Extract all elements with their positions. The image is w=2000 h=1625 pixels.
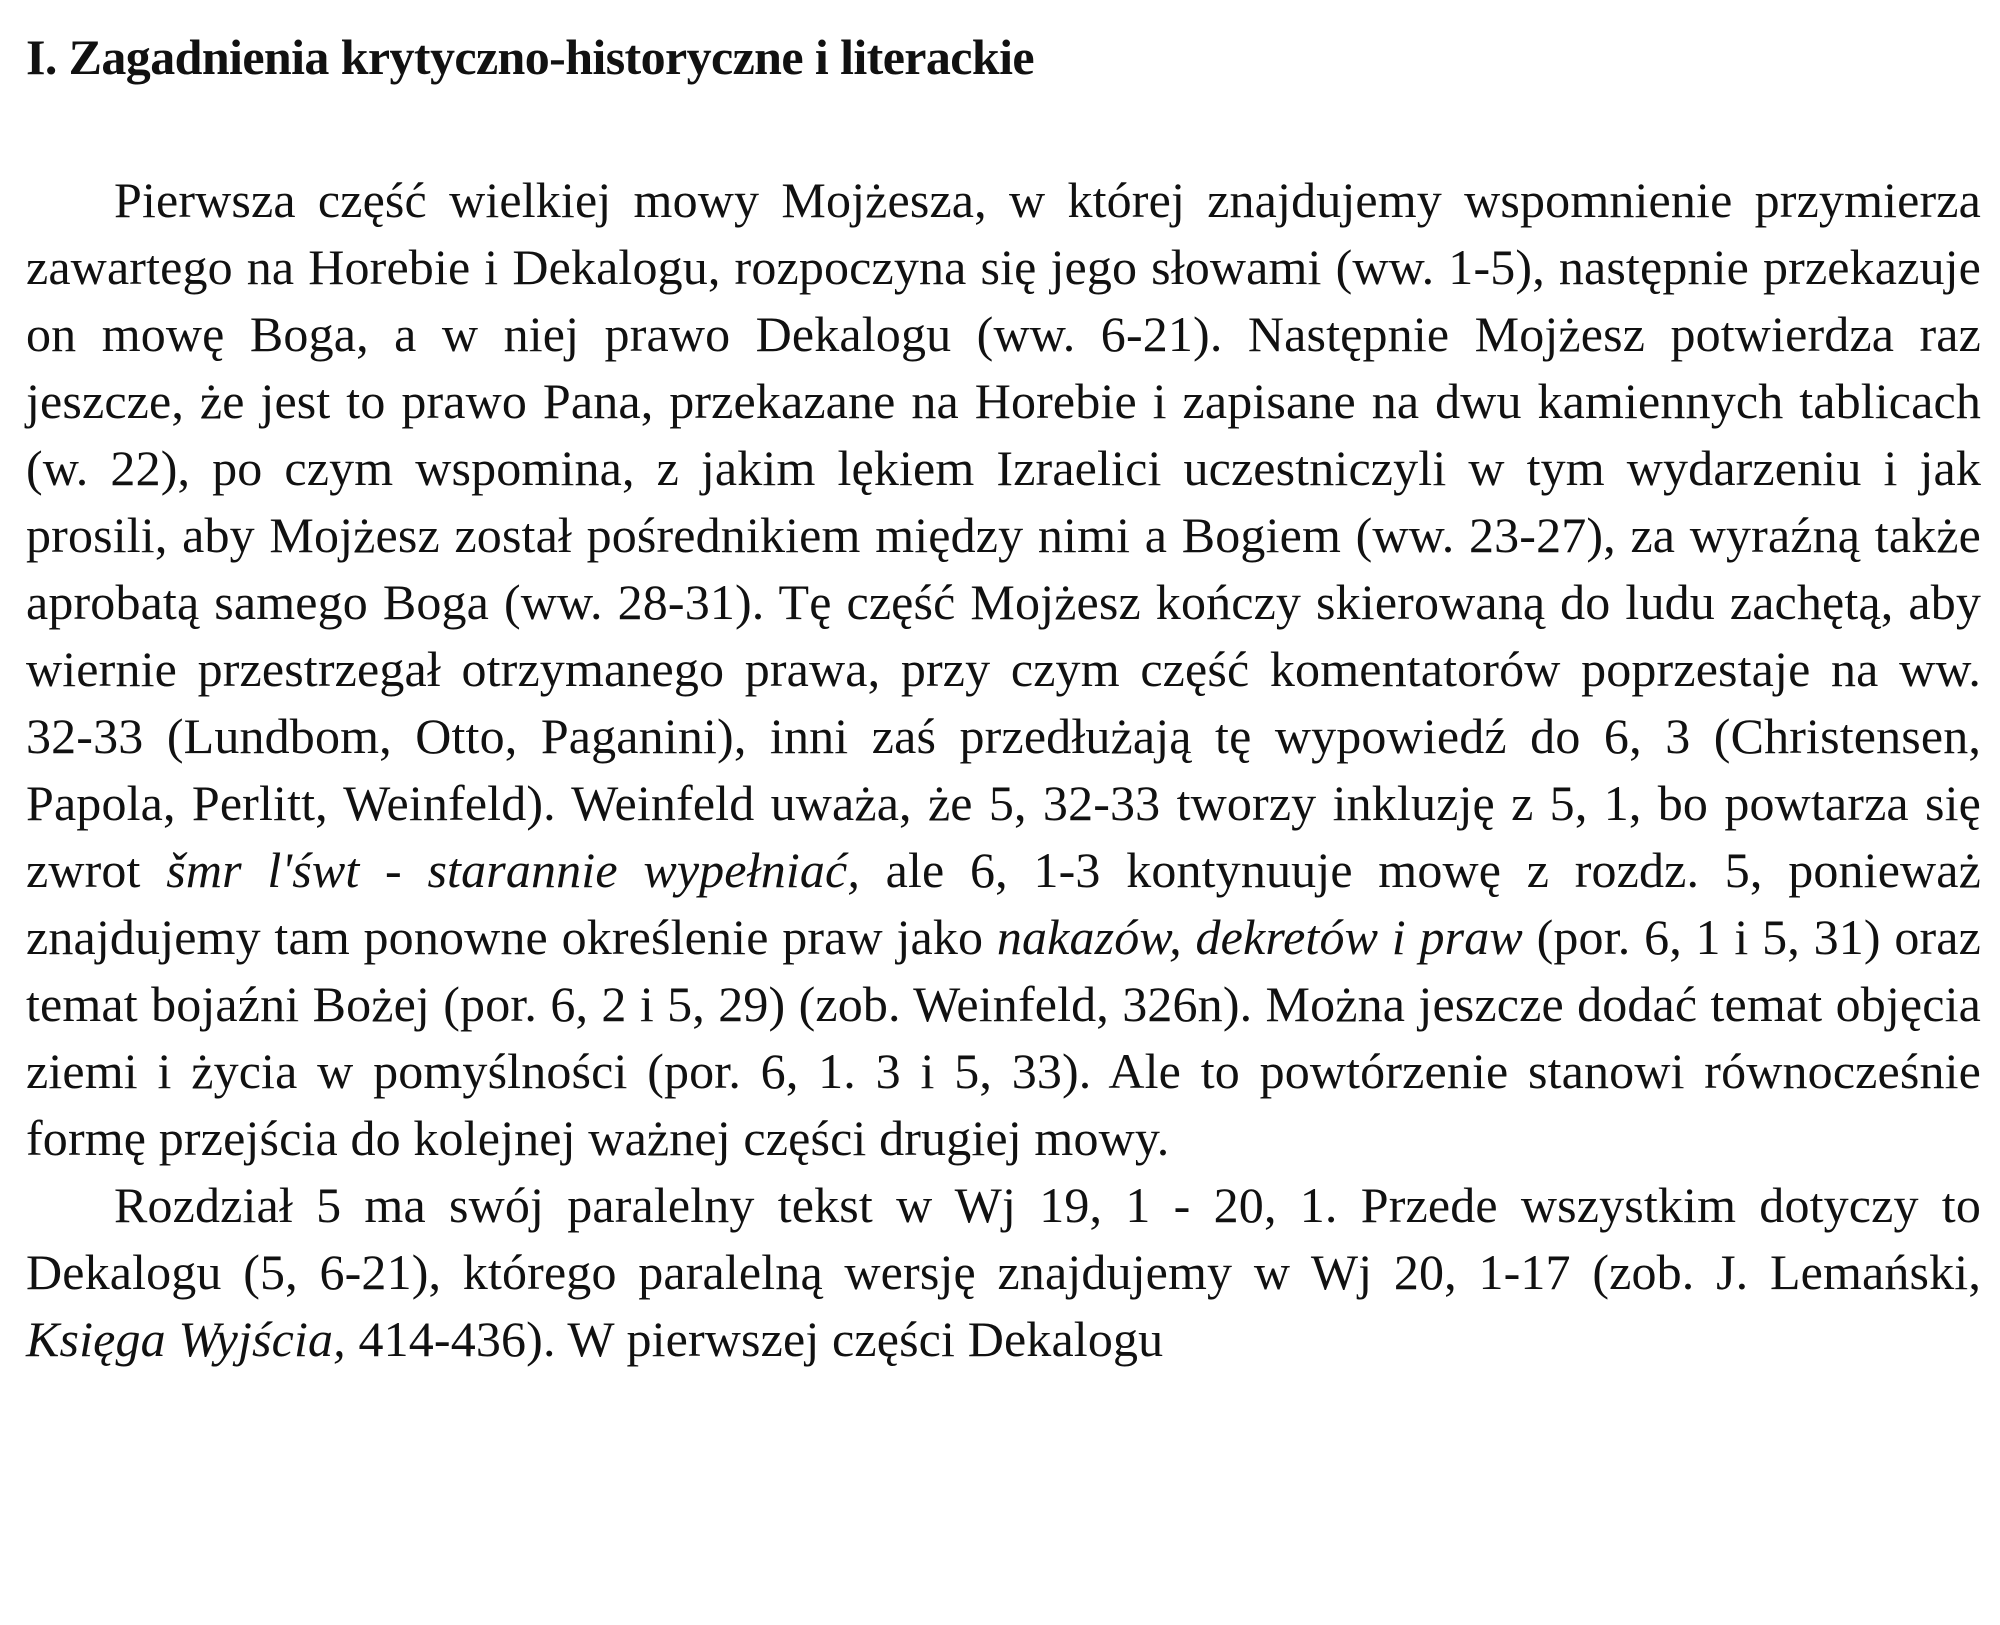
paragraph-1-italic-1: šmr l'śwt - starannie wypełniać, bbox=[166, 842, 861, 898]
paragraph-1-italic-2: nakazów, dekretów i praw bbox=[996, 909, 1523, 965]
paragraph-2-italic-1: Księga Wyjścia, bbox=[26, 1311, 346, 1367]
paragraph-2 bbox=[26, 1172, 1981, 1373]
document-page bbox=[26, 22, 1981, 1373]
paragraph-2-text-1: Rozdział 5 ma swój paralelny tekst w Wj 19, 1 - 20, 1. Przede wszystkim dotyczy to Dekalogu (5, 6-21), którego paralelną wersję znajdujemy w Wj 20, 1-17 (zob. J. Lemański, bbox=[26, 1177, 1981, 1300]
paragraph-2-text-2: 414-436). W pierwszej części Dekalogu bbox=[345, 1311, 1164, 1367]
paragraph-1-text-1: Pierwsza część wielkiej mowy Mojżesza, w której znajdujemy wspomnienie przymierza zawartego na Horebie i Dekalogu, rozpoczyna się jego słowami (ww. 1-5), następnie przekazuje on mowę Boga, a w niej prawo Dekalogu (ww. 6-21). Następnie Mojżesz potwierdza raz jeszcze, że jest to prawo Pana, przekazane na Horebie i zapisane na dwu kamiennych tablicach (w. 22), po czym wspomina, z jakim lękiem Izraelici uczestniczyli w tym wydarzeniu i jak prosili, aby Mojżesz został pośrednikiem między nimi a Bogiem (ww. 23-27), za wyraźną także aprobatą samego Boga (ww. 28-31). Tę część Mojżesz kończy skierowaną do ludu zachętą, aby wiernie przestrzegał otrzymanego prawa, przy czym część komentatorów poprzestaje na ww. 32-33 (Lundbom, Otto, Paganini), inni zaś przedłużają tę wypowiedź do 6, 3 (Christensen, Papola, Perlitt, Weinfeld). Weinfeld uważa, że 5, 32-33 tworzy inkluzję z 5, 1, bo powtarza się zwrot bbox=[26, 172, 1981, 898]
paragraph-1-text-2: ale 6, 1-3 kontynuuje mowę z rozdz. 5, ponieważ znajdujemy tam ponowne określenie praw jako bbox=[26, 842, 1981, 965]
section-heading: I. Zagadnienia krytyczno-historyczne i literackie bbox=[26, 29, 1034, 85]
paragraph-1-text-3: (por. 6, 1 i 5, 31) oraz temat bojaźni Bożej (por. 6, 2 i 5, 29) (zob. Weinfeld, 326n). Można jeszcze dodać temat objęcia ziemi i życia w pomyślności (por. 6, 1. 3 i 5, 33). Ale to powtórzenie stanowi równocześnie formę przejścia do kolejnej ważnej części drugiej mowy. bbox=[26, 909, 1981, 1166]
paragraph-1 bbox=[26, 167, 1981, 1172]
